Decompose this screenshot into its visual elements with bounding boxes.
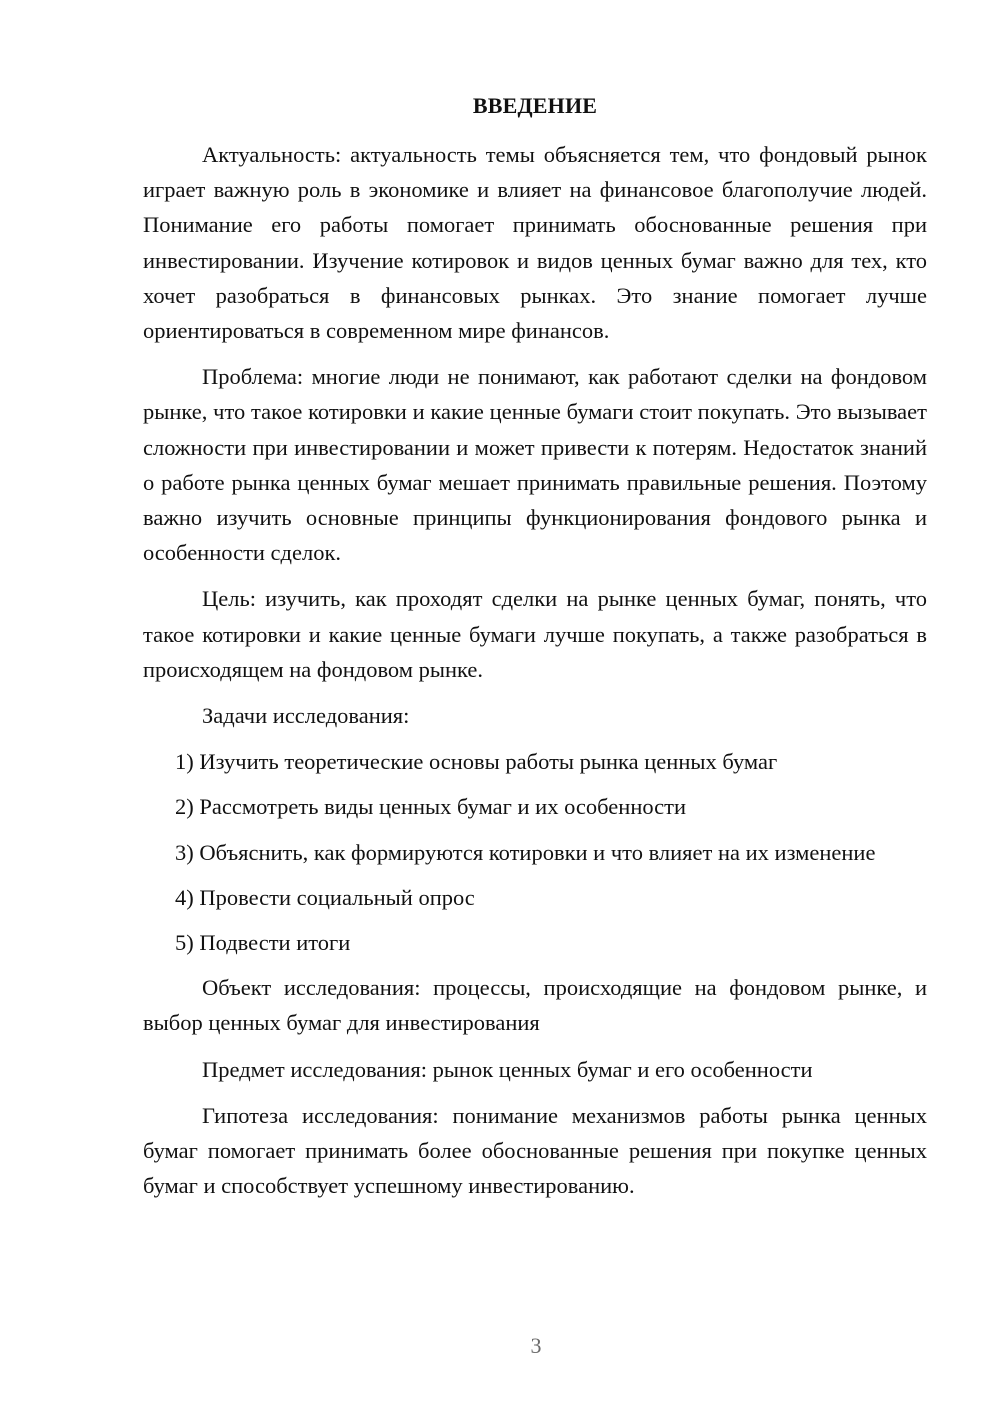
tasks-list <box>143 744 927 960</box>
relevance-paragraph: Актуальность: актуальность темы объясняется тем, что фондовый рынок играет важную роль в экономике и влияет на финансовое благополучие людей. Понимание его работы помогает принимать обоснованные решения при инвестировании. Изучение котировок и видов ценных бумаг важно для тех, кто хочет разобраться в финансовых рынках. Это знание помогает лучше ориентироваться в современном мире финансов. <box>143 142 927 344</box>
page-content <box>143 88 927 1214</box>
page-title: ВВЕДЕНИЕ <box>472 93 598 118</box>
task-item: 3) Объяснить, как формируются котировки и что влияет на их изменение <box>175 839 876 865</box>
page-number: 3 <box>530 1333 542 1358</box>
task-item: 5) Подвести итоги <box>175 930 351 956</box>
subject-paragraph: Предмет исследования: рынок ценных бумаг и его особенности <box>202 1056 813 1082</box>
task-item: 1) Изучить теоретические основы работы рынка ценных бумаг <box>175 749 778 775</box>
tasks-heading: Задачи исследования: <box>202 703 410 729</box>
problem-paragraph: Проблема: многие люди не понимают, как работают сделки на фондовом рынке, что такое котировки и какие ценные бумаги стоит покупать. Это вызывает сложности при инвестировании и может привести к потерям. Недостаток знаний о работе рынка ценных бумаг мешает принимать правильные решения. Поэтому важно изучить основные принципы функционирования фондового рынка и особенности сделок. <box>143 364 927 566</box>
goal-paragraph: Цель: изучить, как проходят сделки на рынке ценных бумаг, понять, что такое котировки и какие ценные бумаги лучше покупать, а также разобраться в происходящем на фондовом рынке. <box>143 586 927 682</box>
object-paragraph: Объект исследования: процессы, происходящие на фондовом рынке, и выбор ценных бумаг для инвестирования <box>143 975 927 1036</box>
hypothesis-paragraph: Гипотеза исследования: понимание механизмов работы рынка ценных бумаг помогает принимать более обоснованные решения при покупке ценных бумаг и способствует успешному инвестированию. <box>143 1102 927 1199</box>
task-item: 2) Рассмотреть виды ценных бумаг и их особенности <box>175 794 687 820</box>
task-item: 4) Провести социальный опрос <box>175 884 475 910</box>
